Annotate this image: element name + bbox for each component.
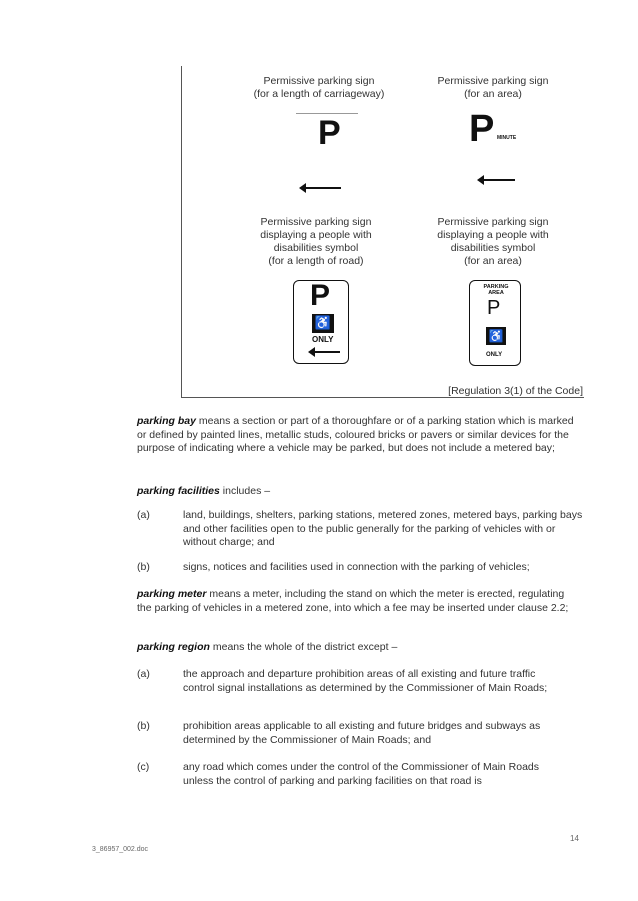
caption-line: (for a length of carriageway) [253,88,385,100]
definition-parking-bay [137,415,577,456]
term-parking-facilities: parking facilities [137,485,220,497]
caption-line: Permissive parking sign [437,75,549,87]
term-parking-region: parking region [137,641,210,653]
definition-parking-meter [137,588,577,615]
item-text: land, buildings, shelters, parking stations, metered zones, metered bays, parking bays and other facilities open to the public generally for the parking of vehicles with or without charge; and [183,509,583,548]
item-label: (a) [137,668,150,680]
parking-area-line: AREA [488,290,504,296]
disabled-parking-sign-road [293,280,349,364]
caption-disabilities-length-of-road [221,216,411,268]
term-parking-bay: parking bay [137,415,196,427]
arrow-left-icon [303,187,341,189]
arrow-left-icon [312,351,340,353]
only-label: ONLY [486,352,503,358]
wheelchair-icon: ♿ [486,327,506,345]
regulation-citation: [Regulation 3(1) of the Code] [448,385,583,397]
definition-parking-facilities [137,485,577,499]
minute-label: MINUTE [497,135,517,141]
item-label: (b) [137,720,150,732]
item-label: (b) [137,561,150,573]
caption-for-an-area [398,75,588,101]
caption-line: Permissive parking sign [437,216,549,228]
caption-line: displaying a people with [260,229,372,241]
caption-disabilities-for-an-area [398,216,588,268]
wheelchair-icon: ♿ [312,314,334,333]
definition-parking-region [137,641,577,655]
caption-line: Permissive parking sign [260,216,372,228]
item-text: the approach and departure prohibition areas of all existing and future traffic control signal installations as determined by the Commissioner of Main Roads; [183,668,548,694]
definition-text: means the whole of the district except – [209,641,398,653]
caption-line: disabilities symbol [273,242,359,254]
arrow-left-icon [481,179,515,181]
caption-length-of-carriageway [224,75,414,101]
term-parking-meter: parking meter [137,588,207,600]
caption-line: disabilities symbol [450,242,536,254]
definition-text: means a meter, including the stand on which the meter is erected, regulating the parking of vehicles in a metered zone, into which a fee may be inserted under clause 2.2; [137,588,569,614]
caption-line: displaying a people with [437,229,549,241]
caption-line: Permissive parking sign [263,75,375,87]
parking-p-symbol: P [487,297,501,319]
parking-area-line: PARKING [483,284,509,290]
page-number: 14 [570,834,579,843]
disabled-parking-sign-area [469,280,521,366]
item-text: signs, notices and facilities used in connection with the parking of vehicles; [183,561,530,573]
parking-area-label [470,284,522,296]
parking-p-symbol: P [318,114,341,152]
parking-p-symbol: P [310,279,331,312]
item-text: prohibition areas applicable to all existing and future bridges and subways as determined by the Commissioner of Main Roads; and [183,720,541,746]
caption-line: (for an area) [464,88,522,100]
caption-line: (for an area) [464,255,522,267]
item-text: any road which comes under the control of the Commissioner of Main Roads unless the control of parking and parking facilities on that road is [183,761,540,787]
item-label: (a) [137,509,150,521]
definition-text: includes – [219,485,271,497]
file-name: 3_86957_002.doc [92,846,149,853]
parking-p-symbol: P [469,108,495,150]
only-label: ONLY [312,335,334,344]
caption-line: (for a length of road) [268,255,364,267]
definition-text: means a section or part of a thoroughfare or of a parking station which is marked or defined by painted lines, metallic studs, coloured bricks or pavers or similar devices for the purpose of indicating where a vehicle may be parked, but does not include a metered bay; [137,415,574,454]
item-label: (c) [137,761,150,773]
